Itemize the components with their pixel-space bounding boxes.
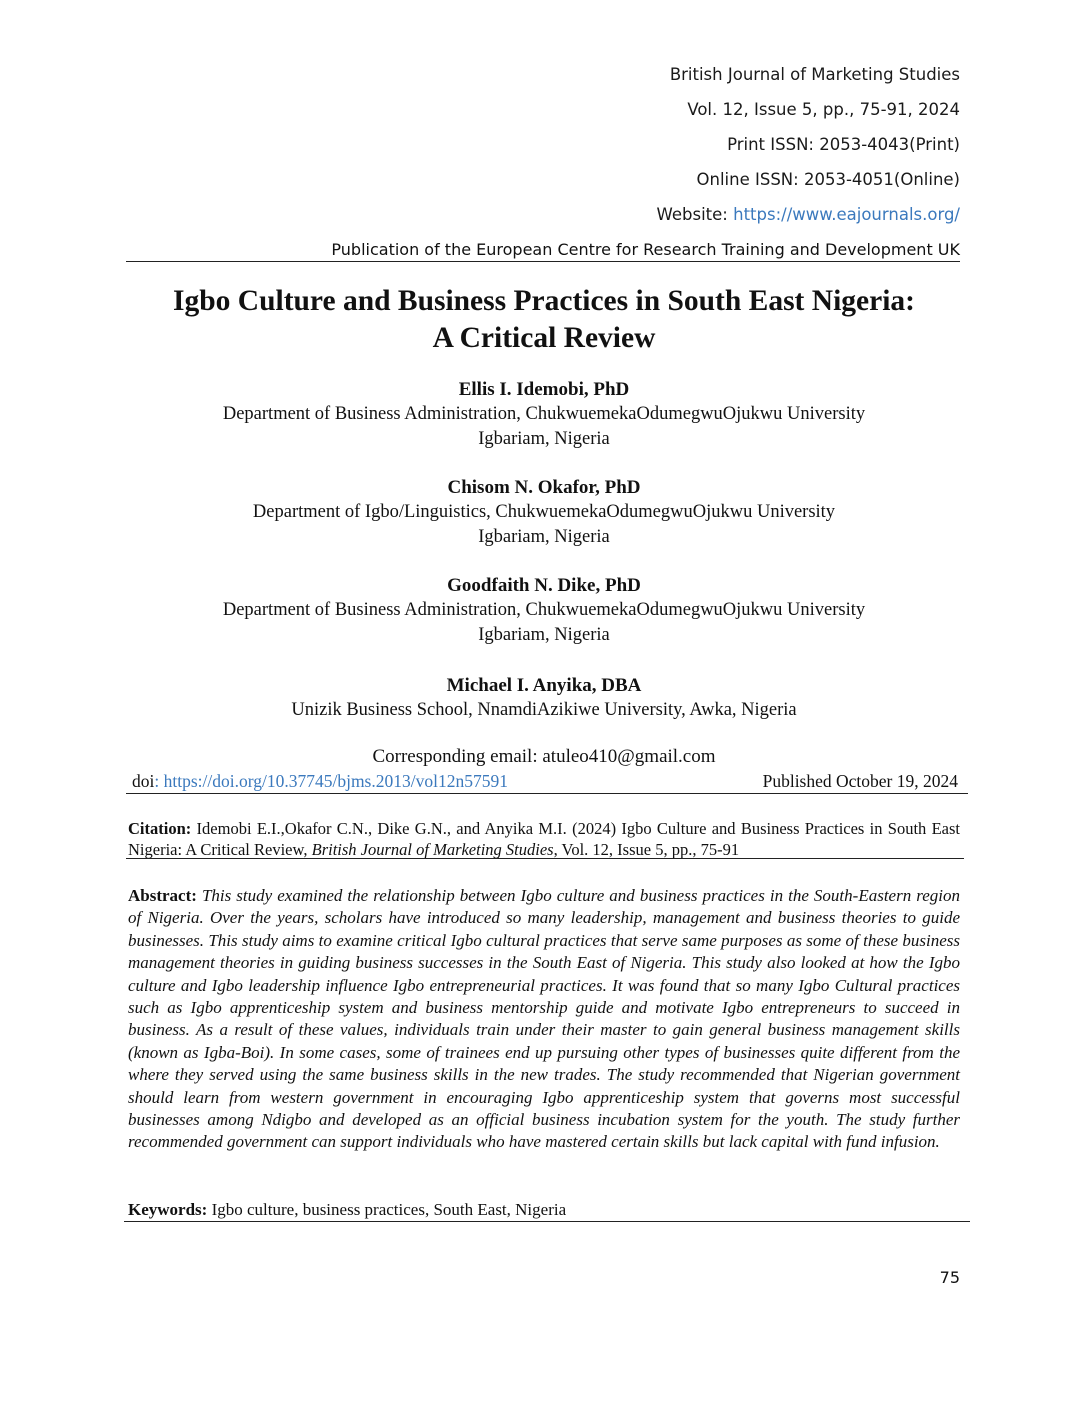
- author-name: Goodfaith N. Dike, PhD: [447, 575, 641, 596]
- abstract-text: This study examined the relationship between Igbo culture and business practices in the South-Eastern region of Nigeria. Over the years, scholars have introduced so many leadership, management and business theories to guide businesses. This study aims to examine critical Igbo cultural practices that serve same purposes as some of these business management theories in guiding business successes in the South East of Nigeria. This study also looked at how the Igbo culture and Igbo leadership influence Igbo entrepreneurial practices. It was found that so many Igbo Cultural practices such as Igbo apprenticeship system and business mentorship guide and motivate Igbo entrepreneurs to succeed in business. As a result of these values, individuals train under their master to gain general business management skills (known as Igba-Boi). In some cases, some of trainees end up pursuing other types of businesses quite different from the where they served using the same business skills in the new trades. The study recommended that Nigerian government should learn from western government in encouraging Igbo apprenticeship system that governs most successful businesses among Ndigbo and developed as an official business incubation system for the youth. The study further recommended government can support individuals who have mastered certain skills but lack capital with fund infusion.: [128, 886, 960, 1152]
- author-affiliation: Department of Igbo/Linguistics, ChukwuemekaOdumegwuOjukwu University: [252, 502, 836, 522]
- published-date: Published October 19, 2024: [762, 771, 958, 791]
- website-line: [657, 205, 960, 224]
- paper-title: [100, 283, 988, 357]
- keywords-label: Keywords:: [128, 1200, 208, 1219]
- abstract-label: Abstract:: [128, 886, 202, 905]
- divider: [126, 793, 968, 794]
- doi-line: [132, 771, 958, 792]
- divider: [126, 858, 964, 859]
- author-block: [0, 476, 1088, 549]
- title-line-1: Igbo Culture and Business Practices in South East Nigeria:: [173, 285, 915, 317]
- author-block: [0, 378, 1088, 451]
- page-number: 75: [939, 1268, 960, 1287]
- author-name: Ellis I. Idemobi, PhD: [458, 379, 630, 400]
- author-affiliation: Unizik Business School, NnamdiAzikiwe University, Awka, Nigeria: [291, 700, 797, 720]
- keywords: [128, 1199, 968, 1221]
- author-affiliation: Department of Business Administration, ChukwuemekaOdumegwuOjukwu University: [222, 404, 866, 424]
- doi-link[interactable]: : https://doi.org/10.37745/bjms.2013/vol12n57591: [154, 771, 508, 791]
- publication-line: Publication of the European Centre for Research Training and Development UK: [126, 240, 960, 262]
- author-affiliation: Department of Business Administration, ChukwuemekaOdumegwuOjukwu University: [222, 600, 866, 620]
- citation-text: Idemobi E.I.,Okafor C.N., Dike G.N., and Anyika M.I. (2024) Igbo Culture and Business Practices in South East Nigeria: A Critical Review,: [128, 819, 960, 859]
- journal-volume: Vol. 12, Issue 5, pp., 75-91, 2024: [687, 100, 960, 119]
- print-issn: Print ISSN: 2053-4043(Print): [727, 135, 960, 154]
- citation-details: , Vol. 12, Issue 5, pp., 75-91: [553, 840, 740, 859]
- author-name: Michael I. Anyika, DBA: [446, 675, 642, 696]
- website-label: Website:: [656, 205, 734, 224]
- citation: [128, 818, 960, 860]
- author-location: Igbariam, Nigeria: [478, 624, 610, 645]
- online-issn: Online ISSN: 2053-4051(Online): [696, 170, 960, 189]
- title-line-2: A Critical Review: [432, 322, 656, 354]
- author-location: Igbariam, Nigeria: [478, 526, 610, 547]
- journal-name: British Journal of Marketing Studies: [669, 65, 960, 84]
- corresponding-email: Corresponding email: atuleo410@gmail.com: [372, 746, 716, 767]
- author-location: Igbariam, Nigeria: [478, 428, 610, 449]
- author-name: Chisom N. Okafor, PhD: [447, 477, 641, 498]
- author-block: [0, 574, 1088, 647]
- website-link[interactable]: https://www.eajournals.org/: [733, 205, 960, 224]
- keywords-text: Igbo culture, business practices, South East, Nigeria: [207, 1200, 567, 1219]
- citation-journal: British Journal of Marketing Studies: [311, 840, 554, 859]
- doi-label: doi: [132, 771, 155, 791]
- author-block: [0, 674, 1088, 723]
- abstract: [128, 885, 960, 1154]
- divider: [124, 1221, 970, 1222]
- citation-label: Citation:: [128, 819, 192, 838]
